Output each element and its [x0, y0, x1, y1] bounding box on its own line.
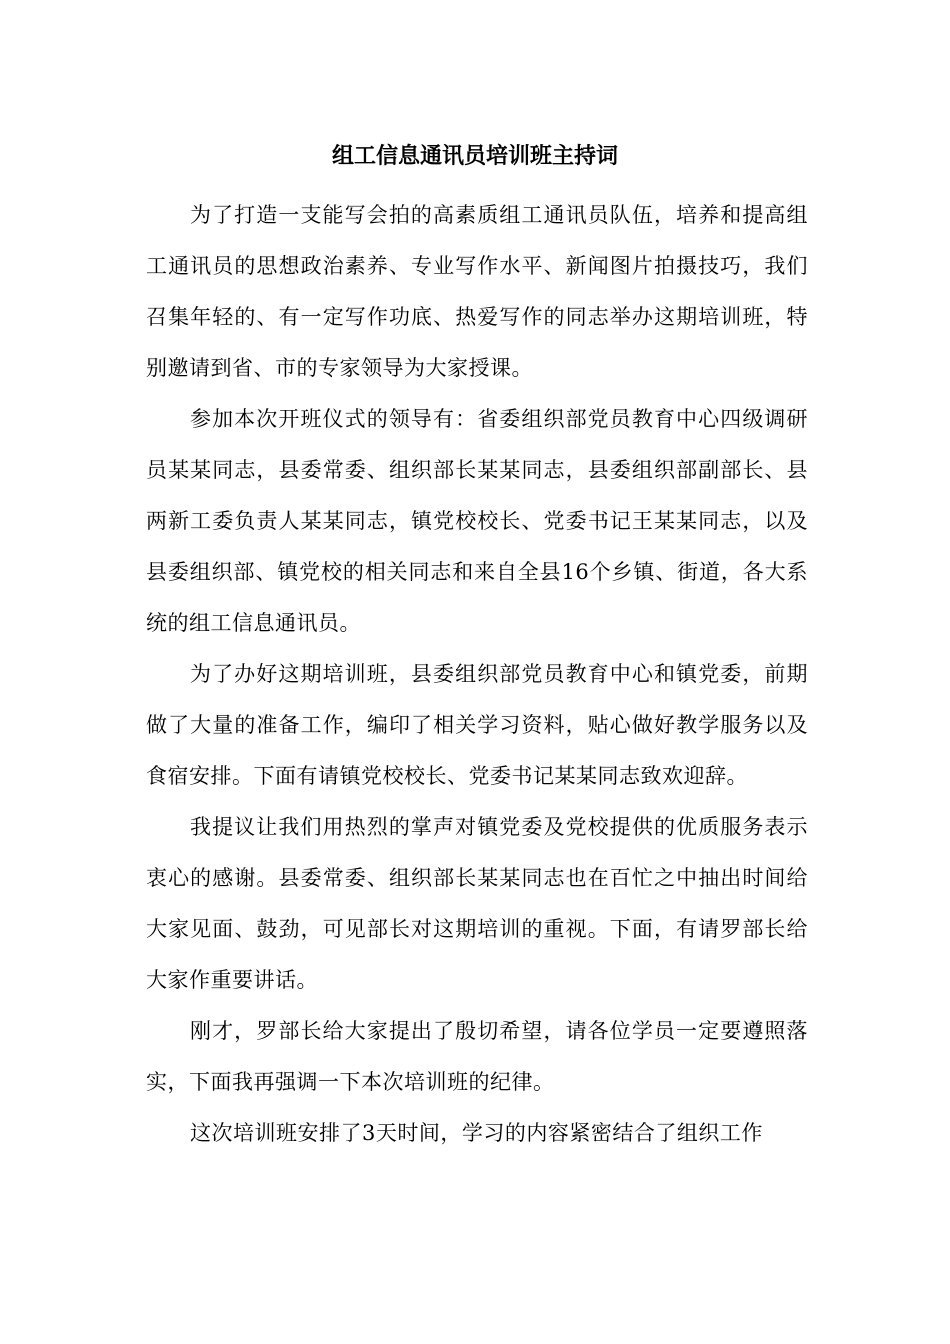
document-title: 组工信息通讯员培训班主持词	[331, 143, 618, 169]
paragraph-1: 为了打造一支能写会拍的高素质组工通讯员队伍，培养和提高组工通讯员的思想政治素养、专业写作水平、新闻图片拍摄技巧，我们召集年轻的、有一定写作功底、热爱写作的同志举办这期培训班，特别邀请到省、市的专家领导为大家授课。	[146, 203, 808, 380]
document-body	[146, 190, 808, 1159]
paragraph-5: 刚才，罗部长给大家提出了殷切希望，请各位学员一定要遵照落实，下面我再强调一下本次培训班的纪律。	[146, 1019, 808, 1094]
paragraph-2: 参加本次开班仪式的领导有：省委组织部党员教育中心四级调研员某某同志，县委常委、组织部长某某同志，县委组织部副部长、县两新工委负责人某某同志，镇党校校长、党委书记王某某同志，以及县委组织部、镇党校的相关同志和来自全县16个乡镇、街道，各大系统的组工信息通讯员。	[146, 407, 808, 635]
paragraph-3: 为了办好这期培训班，县委组织部党员教育中心和镇党委，前期做了大量的准备工作，编印了相关学习资料，贴心做好教学服务以及食宿安排。下面有请镇党校校长、党委书记某某同志致欢迎辞。	[146, 662, 808, 788]
paragraph-4: 我提议让我们用热烈的掌声对镇党委及党校提供的优质服务表示衷心的感谢。县委常委、组织部长某某同志也在百忙之中抽出时间给大家见面、鼓劲，可见部长对这期培训的重视。下面，有请罗部长给大家作重要讲话。	[146, 815, 808, 992]
paragraph-6: 这次培训班安排了3天时间，学习的内容紧密结合了组织工作	[190, 1121, 763, 1145]
